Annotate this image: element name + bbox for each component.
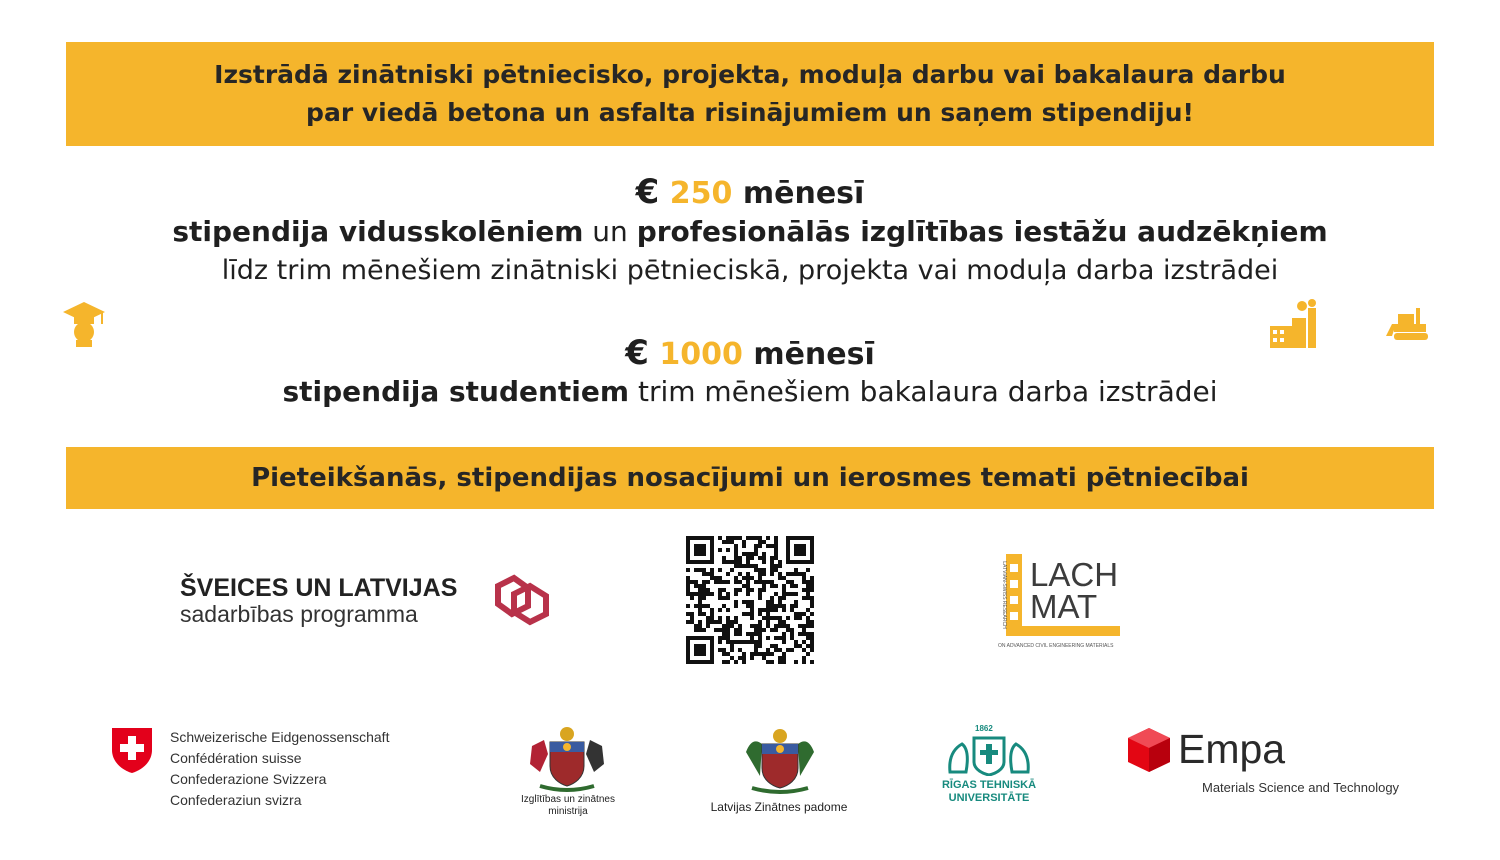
offer2-currency: €: [625, 333, 649, 373]
rtu-emblem-icon: [944, 732, 1034, 776]
latvia-coat-of-arms-icon: [526, 724, 608, 794]
offer1-desc-line2: līdz trim mēnešiem zinātniski pētnieciskā, projekta vai moduļa darba izstrādei: [221, 255, 1279, 286]
swiss-confed-line2: Confédération suisse: [170, 750, 302, 766]
offer1-currency: €: [635, 172, 660, 212]
izm-line2: ministrija: [548, 806, 588, 817]
factory-icon: [1268, 298, 1324, 350]
lachmat-bottom-text: ON ADVANCED CIVIL ENGINEERING MATERIALS: [998, 643, 1114, 649]
swiss-latvian-title: ŠVEICES UN LATVIJAS: [180, 574, 458, 602]
empa-name: Empa: [1178, 726, 1286, 772]
top-banner-line1: Izstrādā zinātniski pētniecisko, projekta, moduļa darbu vai bakalaura darbu: [214, 60, 1286, 89]
swiss-confed-line4: Confederaziun svizra: [170, 792, 302, 808]
lzp-text: Latvijas Zinātnes padome: [710, 800, 848, 814]
offer2-desc-rest: trim mēnešiem bakalaura darba izstrādei: [637, 375, 1218, 408]
offer1-desc-bold2: profesionālās izglītības iestāžu audzēkņiem: [636, 215, 1328, 248]
bulldozer-icon: [1384, 306, 1434, 342]
swiss-confed-line3: Confederazione Svizzera: [170, 771, 327, 787]
swiss-latvian-subtitle: sadarbības programma: [180, 601, 418, 627]
qr-code[interactable]: [682, 532, 818, 668]
empa-cube-icon: [1126, 726, 1172, 774]
offer1-desc-mid: un: [592, 215, 628, 248]
offer2-value: 1000: [659, 337, 743, 372]
offer1-desc-line1: [0, 215, 1500, 248]
interlocking-hexagons-icon: [484, 570, 556, 632]
lzp-coat-of-arms-icon: [742, 726, 818, 796]
swiss-confed-line1: Schweizerische Eidgenossenschaft: [170, 729, 390, 745]
bottom-banner: [66, 447, 1434, 509]
lachmat-side-text: LATVIAN-SWISS RESEARCH: [1001, 561, 1007, 629]
offer2-period: mēnesī: [753, 337, 875, 372]
empa-tagline: Materials Science and Technology: [1202, 780, 1400, 795]
offer1-value: 250: [669, 176, 733, 211]
rtu-text: [930, 779, 1048, 805]
offer2-desc-bold: stipendija studentiem: [282, 375, 630, 408]
rtu-line2: UNIVERSITĀTE: [948, 792, 1030, 804]
lachmat-line1: LACH: [1030, 556, 1119, 593]
lachmat-line2: MAT: [1030, 588, 1098, 625]
offer1-desc-bold1: stipendija vidusskolēniem: [172, 215, 584, 248]
rtu-year: 1862: [975, 724, 993, 733]
izm-line1: Izglītības un zinātnes: [521, 794, 615, 805]
lachmat-logo: [992, 550, 1122, 650]
offer1-amount: [0, 172, 1500, 212]
offer2-desc: [0, 375, 1500, 408]
offer1-period: mēnesī: [742, 176, 865, 211]
top-banner: [66, 42, 1434, 146]
izm-text: [500, 794, 636, 818]
swiss-confed-text: [170, 727, 389, 811]
bottom-banner-text: Pieteikšanās, stipendijas nosacījumi un ierosmes temati pētniecībai: [251, 463, 1249, 493]
graduation-cap-icon: [62, 300, 106, 348]
qr-code-graphic: [682, 532, 818, 668]
top-banner-line2: par viedā betona un asfalta risinājumiem un saņem stipendiju!: [306, 98, 1194, 127]
swiss-shield-icon: [110, 726, 154, 774]
rtu-line1: RĪGAS TEHNISKĀ: [941, 779, 1037, 791]
